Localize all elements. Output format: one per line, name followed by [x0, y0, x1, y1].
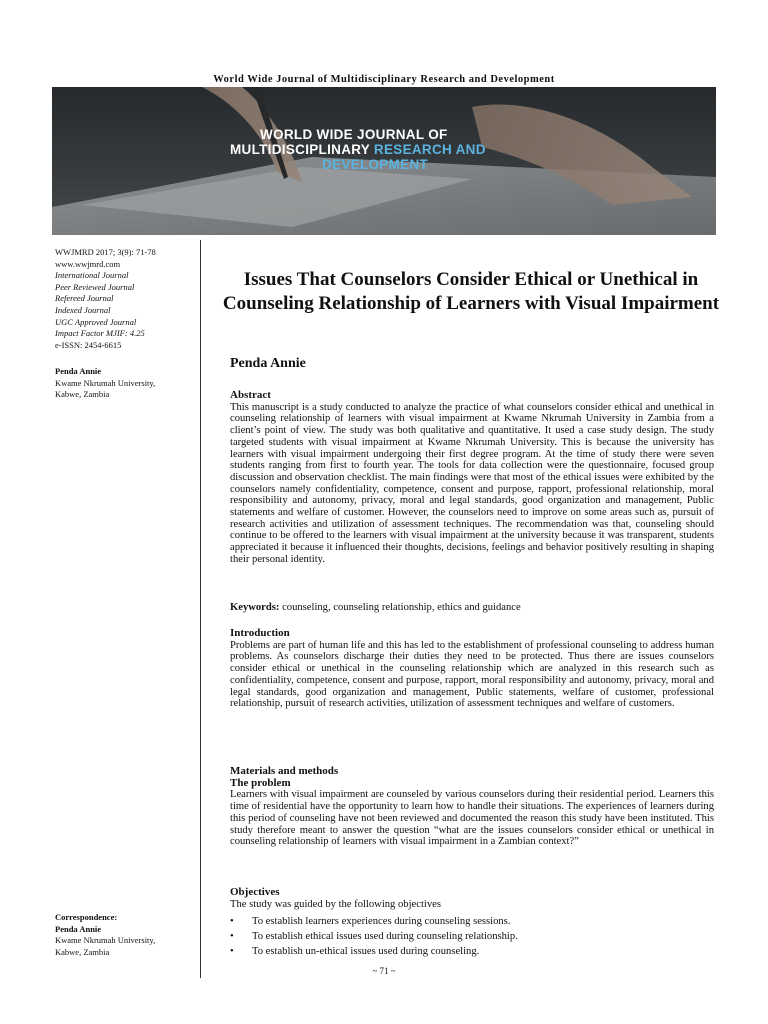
- methods-section: [230, 766, 714, 848]
- keywords-text: counseling, counseling relationship, ethics and guidance: [279, 602, 521, 613]
- banner-line-3: DEVELOPMENT: [322, 157, 429, 172]
- author-side-affiliation: Kabwe, Zambia: [55, 389, 110, 400]
- meta-item: International Journal: [55, 270, 129, 281]
- paper-title: Issues That Counselors Consider Ethical or Unethical in Counseling Relationship of Learners with Visual Impairment: [222, 269, 720, 314]
- abstract-heading: Abstract: [230, 389, 271, 401]
- author-side-affiliation: Kwame Nkrumah University,: [55, 377, 156, 388]
- meta-item: Peer Reviewed Journal: [55, 281, 135, 292]
- eissn: e-ISSN: 2454-6615: [55, 339, 122, 350]
- problem-text: Learners with visual impairment are counseled by various counselors during their residential period. Learners this time of residential have the opportunity to learn how to handle their situations. The experiences of learners during this period of counseling have not been reviewed and documented the reason this study have been instituted. This study therefore meant to answer the question “what are the issues counselors consider ethical or unethical in counseling relationship of learners with visual impairment in a Zambian context?”: [230, 789, 714, 848]
- banner-title: [230, 127, 486, 172]
- banner-line-2b: RESEARCH AND: [373, 142, 486, 157]
- author-side-name: Penda Annie: [55, 366, 102, 376]
- introduction-section: [230, 628, 714, 710]
- introduction-heading: Introduction: [230, 627, 290, 639]
- keywords-label: Keywords:: [230, 602, 280, 613]
- meta-item: UGC Approved Journal: [55, 316, 137, 327]
- objectives-list: [230, 914, 714, 959]
- citation: WWJMRD 2017; 3(9): 71-78: [55, 247, 156, 257]
- correspondence-name: Penda Annie: [55, 923, 102, 934]
- meta-item: Indexed Journal: [55, 304, 111, 315]
- list-item: • To establish ethical issues used during counseling relationship.: [230, 929, 714, 944]
- meta-item: Impact Factor MJIF: 4.25: [55, 328, 145, 339]
- correspondence-affiliation: Kabwe, Zambia: [55, 946, 110, 957]
- author-sidebar: [55, 366, 195, 401]
- banner-line-1: WORLD WIDE JOURNAL OF: [260, 127, 448, 142]
- methods-heading: Materials and methods: [230, 765, 339, 777]
- journal-banner: [52, 87, 716, 235]
- problem-heading: The problem: [230, 776, 291, 789]
- page-number: ~ 71 ~: [372, 966, 396, 976]
- keywords: [230, 602, 714, 614]
- introduction-text: Problems are part of human life and this has led to the establishment of professional counseling to address human problems. As counselors discharge their duties they need to be protected. Thus there are issues counselors consider ethical or unethical in the counseling relationship which are analyzed in this research such as confidentiality, competence, consent and purpose, rapport, moral responsibility and autonomy, privacy, moral and legal standards, good organization and management, Public statements, welfare of customer, professional relationship, pursuit of research activities, utilization of assessment techniques and welfare of customers.: [230, 639, 714, 710]
- column-divider: [200, 240, 201, 978]
- list-item: • To establish learners experiences during counseling sessions.: [230, 914, 714, 929]
- website[interactable]: www.wwjmrd.com: [55, 258, 121, 269]
- meta-item: Refereed Journal: [55, 293, 114, 304]
- journal-meta: [55, 247, 200, 351]
- banner-line-2a: MULTIDISCIPLINARY: [230, 142, 370, 157]
- correspondence-label: Correspondence:: [55, 912, 118, 922]
- list-item: • To establish un-ethical issues used during counseling.: [230, 944, 714, 959]
- journal-header: World Wide Journal of Multidisciplinary Research and Development: [213, 74, 555, 85]
- correspondence-block: [55, 912, 195, 958]
- objectives-section: [230, 887, 714, 910]
- paper-author: Penda Annie: [230, 356, 306, 371]
- abstract-section: [230, 390, 714, 566]
- correspondence-affiliation: Kwame Nkrumah University,: [55, 935, 156, 946]
- objectives-intro: The study was guided by the following objectives: [230, 898, 441, 910]
- objectives-heading: Objectives: [230, 886, 280, 898]
- abstract-text: This manuscript is a study conducted to analyze the practice of what counselors consider ethical and unethical in counseling relationship of learners with visual impairment at Kwame Nkrumah University in Zambia from a client’s point of view. The study was both qualitative and quantitative. It used a case study design. The study targeted students with visual impairment at Kwame Nkrumah University. This is because the university has learners with visual impairment undergoing their first degree program. At the time of study there were seven students ranging from first to fourth year. The tools for data collection were the questionnaire, focused group discussion and observation checklist. The main findings were that most of the ethical issues were exhibited by the counselors namely confidentiality, competence, consent and purpose, rapport, professional relationship, moral responsibility and autonomy, privacy, moral and legal standards, good organization and management, Public statements and welfare of customer. However, the counselors need to improve on some areas such as, pursuit of research activities and utilization of assessment techniques. The recommendation was that, counseling should continue to be offered to the learners with visual impairment at the university because it was transparent, students appreciated it because it influenced their thoughts, decisions, feelings and behavior positively resulting in shaping their personal identity.: [230, 401, 714, 565]
